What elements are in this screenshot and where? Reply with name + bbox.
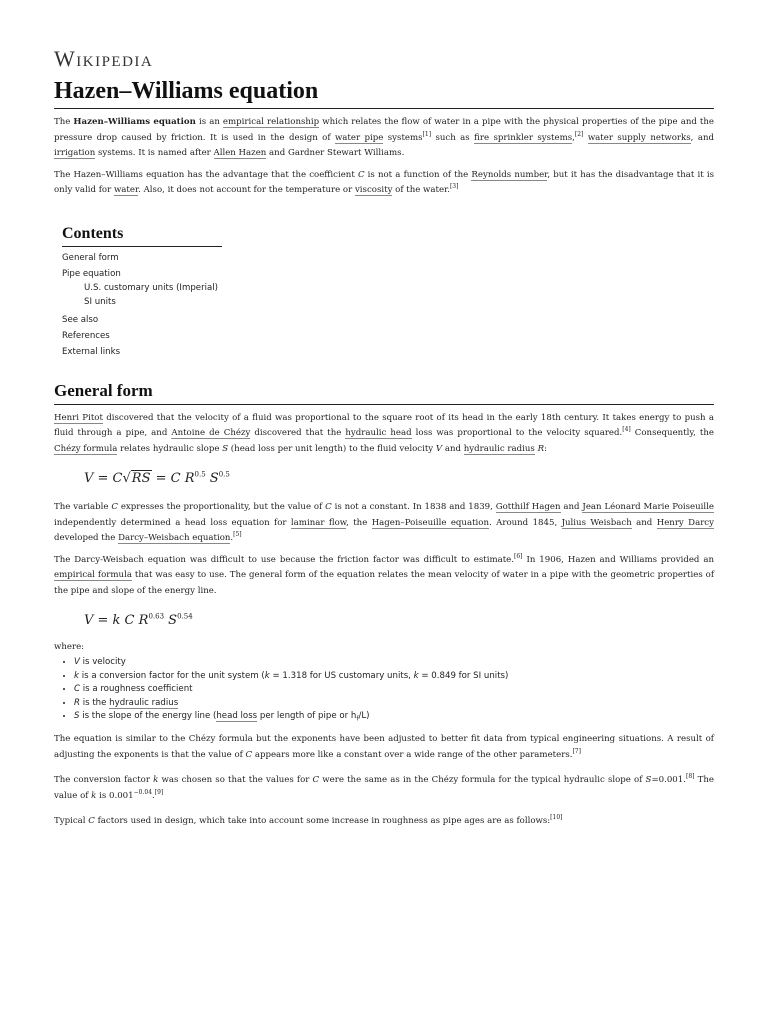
text: Typical [54,816,89,827]
text: The Darcy-Weisbach equation was difficult to use because the friction factor was difficult to estimate. [54,554,515,565]
link-empirical-relationship[interactable]: empirical relationship [222,117,320,127]
toc-item-us-customary-units[interactable]: U.S. customary units (Imperial) [84,282,218,293]
link-hagen-poiseuille-equation[interactable]: Hagen–Poiseuille equation [371,517,489,528]
var-s: S [222,443,229,454]
chezy-formula [84,471,714,486]
formula-part: = C R [151,471,195,486]
reference-10[interactable]: [10] [550,814,563,822]
text: discovered that the [250,428,346,438]
reference-1[interactable]: [1] [422,130,432,138]
text: and Gardner Stewart Williams. [266,148,405,158]
text: is not a constant. In 1838 and 1839, [331,502,496,512]
general-paragraph-5 [54,773,714,804]
var-r: R [537,443,545,454]
exponent: 0.5 [194,470,206,479]
text: In 1906, Hazen and Williams provided an [522,554,714,565]
text: =0.001. [651,775,686,786]
list-item [74,656,714,670]
text: is a conversion factor for the unit system ( [78,670,265,681]
text: The [54,117,74,127]
text: relates hydraulic slope [117,443,223,454]
toc-list [62,251,222,359]
text: systems. It is named after [95,148,214,158]
exponent: 0.63 [148,612,165,621]
text: were the same as in the Chézy formula for the typical hydraulic slope of [319,775,646,786]
var-v: V [74,657,80,667]
exponent: 0.54 [177,612,193,621]
text: loss was proportional to the velocity squared. [411,428,623,438]
text: appears more like a constant over a wide range of the other parameters. [252,749,573,760]
var-k: k [153,775,159,786]
where-label: where: [54,642,85,652]
var-k: k [264,670,270,681]
text: The conversion factor [54,775,154,786]
text: systems [383,132,423,143]
link-darcy-weisbach-equation[interactable]: Darcy–Weisbach equation [118,533,231,543]
text: independently determined a head loss equation for [54,517,291,528]
link-henri-pitot[interactable]: Henri Pitot [54,412,103,423]
reference-3[interactable]: [3] [449,183,459,191]
var-k: k [91,790,97,801]
link-antoine-de-chezy[interactable]: Antoine de Chézy [171,428,251,438]
var-k: k [413,670,419,681]
link-hydraulic-radius[interactable]: hydraulic radius [463,443,535,454]
reference-4[interactable]: [4] [622,426,631,434]
reference-7[interactable]: [7] [572,747,581,755]
var-c: C [312,775,320,786]
text: per length of pipe or h [257,711,357,721]
text: (head loss per unit length) to the fluid velocity [228,443,436,454]
var-c: C [88,816,95,827]
general-paragraph-4 [54,732,714,763]
var-c: C [111,502,118,512]
text: that was easy to use. The general form of the equation relates the mean velocity of water in a pipe with the geometric properties of the pipe and slope of the energy line. [54,570,715,596]
var-s: S [74,711,80,721]
link-water-supply-networks[interactable]: water supply networks [587,132,691,143]
link-head-loss[interactable]: head loss [216,711,258,721]
text: , the [346,517,372,528]
text: , and [690,132,714,143]
var-c: C [325,502,332,512]
text: The equation is similar to the Chézy formula but the exponents have been adjusted to better fit data from typical engineering situations. A result of adjusting the exponents is that the value of [54,734,714,760]
formula-part: S [205,471,219,486]
toc-item-general-form[interactable]: General form [62,252,119,263]
toc-item-pipe-equation[interactable]: Pipe equation [62,268,121,279]
text: is the slope of the energy line ( [79,711,217,721]
reference-8[interactable]: [8] [685,773,695,781]
link-julius-weisbach[interactable]: Julius Weisbach [561,517,632,528]
article-content [54,78,714,836]
reference-6[interactable]: [6] [514,552,523,560]
text: = 1.318 for US customary units, [269,670,414,681]
general-paragraph-6 [54,814,714,830]
text: . [230,533,234,543]
reference-5[interactable]: [5] [233,531,242,539]
text: and [560,502,583,512]
text: /L) [358,711,370,721]
formula-radicand: RS [131,471,151,486]
link-hydraulic-head[interactable]: hydraulic head [345,428,412,438]
text: and [631,517,657,528]
text: Consequently, the [630,428,714,438]
text: such as [431,132,475,143]
text: . [152,790,155,801]
sqrt-sign: √ [122,471,131,486]
text: is the [79,697,110,708]
link-water[interactable]: water [113,185,139,195]
text: and [442,443,464,454]
var-c: C [357,169,365,180]
section-heading-general-form: General form [54,381,714,405]
exponent: 0.5 [218,470,230,479]
link-laminar-flow[interactable]: laminar flow [290,517,347,528]
text: discovered that the velocity of a fluid was proportional to the square root of its head in the early 18th century. It takes energy to push a fluid through a pipe, and [54,412,714,438]
toc-item-external-links[interactable]: External links [62,346,121,357]
text: is velocity [79,657,126,667]
var-c: C [245,749,253,760]
text: The Hazen–Williams equation has the advantage that the coefficient [54,169,358,180]
text: , but it has the disadvantage that it is only valid for [54,169,714,195]
var-s: S [645,775,652,786]
intro-paragraph-1: The Hazen–Williams equation is an empirical relationship which relates the flow of water in a pipe with the physical properties of the pipe and the pressure drop caused by friction. It is used in the design of water pipe systems[1] such as fire sprinkler systems,[2] water supply networks, and irrigation systems. It is named after Allen Hazen and Gardner Stewart Williams. [54,117,714,158]
link-irrigation[interactable]: irrigation [54,148,96,158]
text: The variable [54,502,112,512]
var-k: k [74,670,79,681]
general-paragraph-3 [54,553,714,600]
intro-paragraph-2 [54,168,714,199]
link-water-pipe[interactable]: water pipe [334,132,384,143]
formula-part: V = k C R [84,613,149,628]
toc-item-si-units[interactable]: SI units [84,296,116,307]
link-allen-hazen[interactable]: Allen Hazen [213,148,267,158]
link-empirical-formula[interactable]: empirical formula [54,570,132,580]
subscript: f [356,715,359,723]
var-v: V [435,443,443,454]
var-r: R [74,697,80,708]
general-paragraph-2 [54,500,714,547]
list-item [74,710,714,726]
toc-item-see-also[interactable]: See also [62,314,99,325]
section-general-form [54,381,714,830]
exponent: −0.04 [133,788,153,796]
text: developed the [54,533,119,543]
formula-part: S [164,613,178,628]
var-c: C [74,684,81,694]
link-chezy-formula[interactable]: Chézy formula [54,443,118,454]
link-reynolds-number[interactable]: Reynolds number [471,169,548,180]
table-of-contents [54,225,222,359]
link-gotthilf-hagen[interactable]: Gotthilf Hagen [495,502,561,512]
text: was chosen so that the values for [158,775,313,786]
text: is an [195,117,223,127]
list-item [74,670,714,684]
text: factors used in design, which take into account some increase in roughness as pipe ages are as follows: [94,816,551,827]
variable-list [54,656,714,726]
toc-heading: Contents [62,225,222,247]
reference-2[interactable]: [2] [574,130,584,138]
text: . Around 1845, [489,517,562,528]
text: which relates the flow of water in a pipe with the physical properties of the pipe and the pressure drop caused by friction. It is used in the design of [54,117,714,143]
reference-9[interactable]: [9] [154,788,164,796]
toc-item-references[interactable]: References [62,330,110,341]
link-hydraulic-radius[interactable]: hydraulic radius [109,697,179,708]
bold-term: Hazen–Williams equation [73,117,196,127]
general-paragraph-1 [54,411,714,458]
list-item [74,683,714,697]
formula-part: V = C [84,471,123,486]
text: is a roughness coefficient [80,684,193,694]
text: of the water. [392,185,450,195]
text: expresses the proportionality, but the value of [117,502,326,512]
text: : [544,443,547,454]
page-title: Hazen–Williams equation [54,78,714,109]
text: . Also, it does not account for the temperature or [138,185,355,195]
wikipedia-logo[interactable]: Wikipedia [54,46,154,71]
list-item [74,697,714,711]
link-poiseuille[interactable]: Jean Léonard Marie Poiseuille [582,502,714,512]
link-fire-sprinkler-systems[interactable]: fire sprinkler systems [474,132,573,143]
link-henry-darcy[interactable]: Henry Darcy [656,517,714,528]
text: = 0.849 for SI units) [418,670,509,681]
hazen-williams-formula [84,613,714,628]
link-viscosity[interactable]: viscosity [354,185,393,195]
text: The value of [54,775,714,801]
text: is not a function of the [364,169,472,180]
text: is 0.001 [96,790,134,801]
